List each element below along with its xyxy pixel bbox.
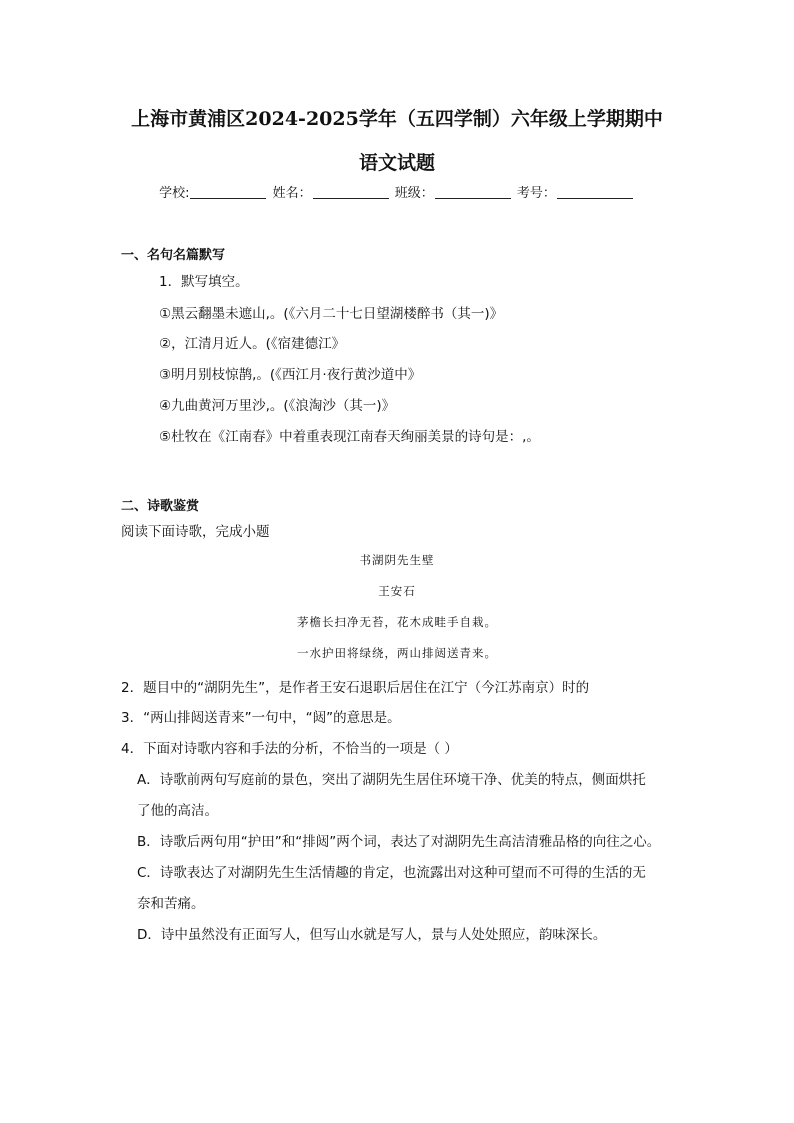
question-4: 4．下面对诗歌内容和手法的分析，不恰当的一项是（ ） — [121, 741, 458, 757]
question-2: 2．题目中的“湖阴先生”，是作者王安石退职后居住在江宁（今江苏南京）时的 — [121, 680, 590, 696]
poem-line-2: 一水护田将绿绕，两山排闼送青来。 — [297, 646, 497, 660]
option-d: D．诗中虽然没有正面写人，但写山水就是写人，景与人处处照应，韵味深长。 — [137, 927, 607, 943]
school-label: 学校: — [159, 186, 190, 201]
fill-item-1: ①黑云翻墨未遮山,。(《六月二十七日望湖楼醉书（其一)》 — [159, 306, 504, 322]
section2-intro: 阅读下面诗歌，完成小题 — [121, 524, 270, 540]
page-title: 上海市黄浦区2024-2025学年（五四学制）六年级上学期期中 — [131, 108, 663, 130]
poem-title: 书湖阴先生壁 — [359, 553, 435, 567]
section1-heading: 一、名句名篇默写 — [121, 248, 226, 263]
option-b: B．诗歌后两句用“护田”和“排闼”两个词，表达了对湖阴先生高洁清雅品格的向往之心。 — [137, 834, 661, 850]
exam-number-blank[interactable] — [557, 186, 633, 199]
school-blank[interactable] — [190, 186, 266, 199]
question-1: 1．默写填空。 — [159, 274, 249, 290]
name-blank[interactable] — [313, 186, 389, 199]
option-c-continued: 奈和苦痛。 — [137, 896, 205, 912]
class-blank[interactable] — [435, 186, 511, 199]
exam-number-label: 考号： — [516, 186, 556, 201]
poem-line-1: 茅檐长扫净无苔，花木成畦手自栽。 — [297, 615, 497, 629]
poem-author: 王安石 — [378, 584, 416, 598]
fill-item-3: ③明月别枝惊鹊,。(《西江月·夜行黄沙道中》 — [159, 367, 422, 383]
class-label: 班级： — [394, 186, 434, 201]
section2-heading: 二、诗歌鉴赏 — [121, 499, 200, 514]
option-c: C．诗歌表达了对湖阴先生生活情趣的肯定，也流露出对这种可望而不可得的生活的无 — [137, 865, 646, 881]
page-subtitle: 语文试题 — [358, 152, 435, 174]
fill-item-5: ⑤杜牧在《江南春》中着重表现江南春天绚丽美景的诗句是：,。 — [159, 429, 540, 445]
option-a-continued: 了他的高洁。 — [137, 803, 218, 819]
fill-item-2: ②，江清月近人。(《宿建德江》 — [159, 336, 346, 352]
option-a: A．诗歌前两句写庭前的景色，突出了湖阴先生居住环境干净、优美的特点，侧面烘托 — [137, 772, 646, 788]
fill-item-4: ④九曲黄河万里沙,。(《浪淘沙（其一)》 — [159, 398, 396, 414]
student-info-row — [0, 182, 794, 201]
name-label: 姓名： — [272, 186, 312, 201]
question-3: 3．“两山排闼送青来”一句中，“闼”的意思是。 — [121, 710, 401, 726]
